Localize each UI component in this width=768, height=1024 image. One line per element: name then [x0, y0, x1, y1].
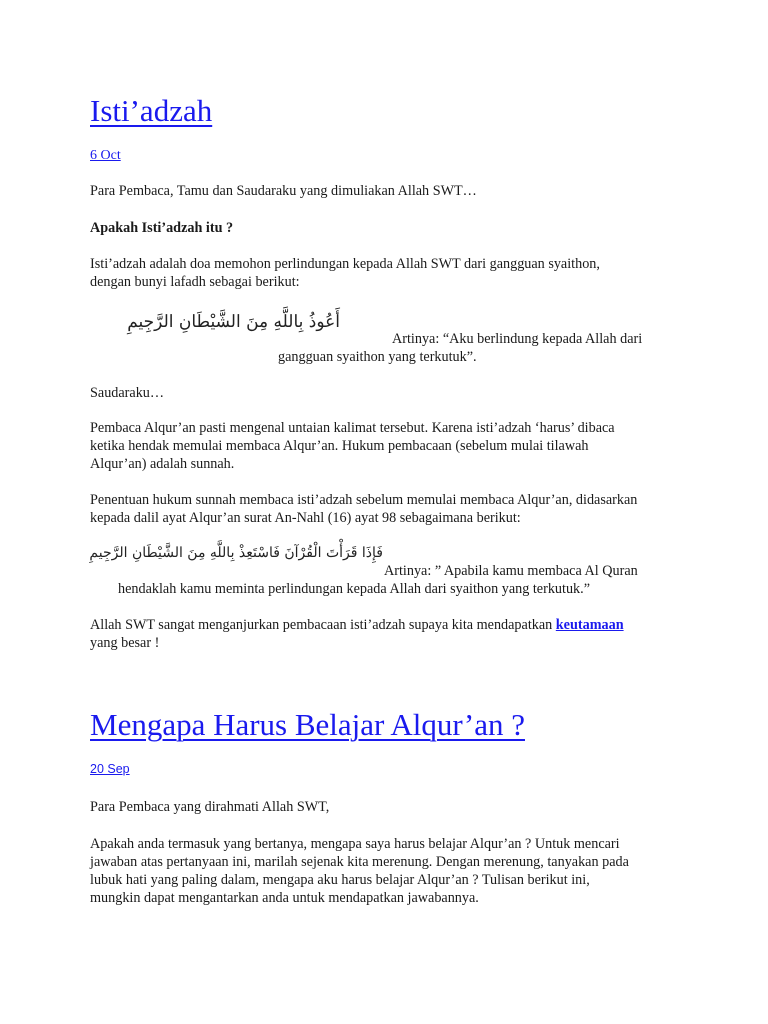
keutamaan-link[interactable]: keutamaan [555, 617, 624, 633]
paragraph-line: lubuk hati yang paling dalam, mengapa aku harus belajar Alqur’an ? Tulisan berikut ini, [90, 872, 590, 888]
question-heading: Apakah Isti’adzah itu ? [90, 220, 234, 236]
paragraph-line: mungkin dapat mengantarkan anda untuk mendapatkan jawabannya. [90, 890, 479, 906]
greeting-text: Para Pembaca yang dirahmati Allah SWT, [90, 799, 330, 815]
meaning-line: hendaklah kamu meminta perlindungan kepada Allah dari syaithon yang terkutuk.” [118, 581, 590, 597]
definition-line: Isti’adzah adalah doa memohon perlindungan kepada Allah SWT dari gangguan syaithon, [90, 256, 600, 272]
post-date[interactable]: 20 Sep [90, 762, 130, 776]
closing-line: yang besar ! [90, 635, 160, 651]
arabic-an-nahl-98: فَإِذَا قَرَأْتَ الْقُرْآنَ فَاسْتَعِذْ بِاللَّهِ مِنَ الشَّيْطَانِ الرَّجِيمِ [89, 545, 383, 561]
paragraph-line: Penentuan hukum sunnah membaca isti’adzah sebelum memulai membaca Alqur’an, didasarkan [90, 492, 638, 508]
meaning-line: Artinya: “Aku berlindung kepada Allah dari [392, 331, 643, 347]
paragraph-line: Alqur’an) adalah sunnah. [90, 456, 235, 472]
greeting-text: Para Pembaca, Tamu dan Saudaraku yang dimuliakan Allah SWT… [90, 183, 477, 199]
paragraph-line: Pembaca Alqur’an pasti mengenal untaian kalimat tersebut. Karena isti’adzah ‘harus’ dibaca [90, 420, 615, 436]
address-text: Saudaraku… [90, 385, 165, 401]
closing-line [90, 616, 624, 634]
definition-line: dengan bunyi lafadh sebagai berikut: [90, 274, 300, 290]
post-date[interactable]: 6 Oct [90, 148, 121, 163]
paragraph-line: Apakah anda termasuk yang bertanya, mengapa saya harus belajar Alqur’an ? Untuk mencari [90, 836, 620, 852]
paragraph-line: jawaban atas pertanyaan ini, marilah sejenak kita merenung. Dengan merenung, tanyakan pada [90, 854, 629, 870]
paragraph-line: kepada dalil ayat Alqur’an surat An-Nahl (16) ayat 98 sebagaimana berikut: [90, 510, 521, 526]
paragraph-line: ketika hendak memulai membaca Alqur’an. Hukum pembacaan (sebelum mulai tilawah [90, 438, 589, 454]
meaning-line: gangguan syaithon yang terkutuk”. [278, 349, 477, 365]
post-title-mengapa-belajar[interactable]: Mengapa Harus Belajar Alqur’an ? [90, 707, 525, 742]
closing-text: Allah SWT sangat menganjurkan pembacaan isti’adzah supaya kita mendapatkan [90, 617, 556, 633]
post-title-istiadzah[interactable]: Isti’adzah [90, 93, 213, 128]
arabic-istiadzah: أَعُوذُ بِاللَّهِ مِنَ الشَّيْطَانِ الرَّجِيمِ [127, 312, 340, 332]
meaning-line: Artinya: ” Apabila kamu membaca Al Quran [384, 563, 638, 579]
